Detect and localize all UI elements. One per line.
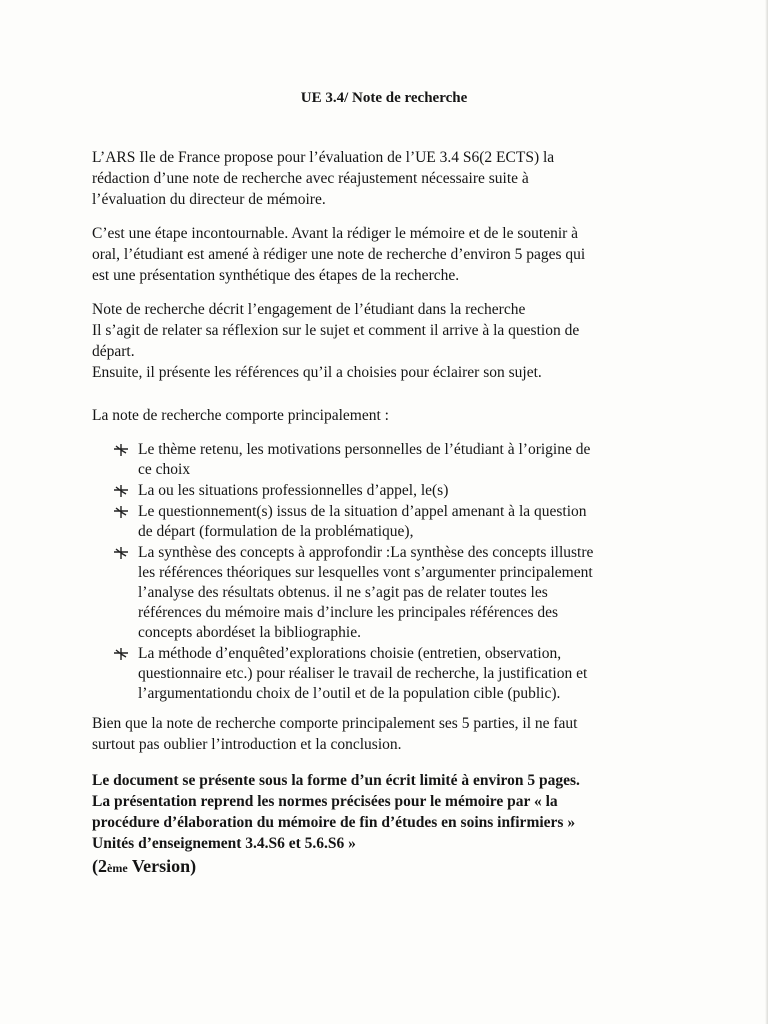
list-item-line: questionnaire etc.) pour réaliser le travail de recherche, la justification et — [138, 665, 588, 682]
arrow-bullet-icon — [112, 505, 130, 519]
description-paragraph — [92, 299, 652, 383]
page-title: UE 3.4/ Note de recherche — [300, 90, 468, 106]
list-item — [112, 543, 672, 643]
list-item-line: La ou les situations professionnelles d’appel, le(s) — [138, 482, 449, 499]
list-item — [112, 644, 672, 704]
list-item-line: La méthode d’enquêted’explorations choisie (entretien, observation, — [138, 645, 562, 662]
list-item-line: concepts abordéset la bibliographie. — [138, 624, 361, 641]
list-item — [112, 481, 672, 501]
intro-paragraph — [92, 147, 652, 210]
description-line: Il s’agit de relater sa réflexion sur le sujet et comment il arrive à la question de — [92, 322, 580, 339]
bold-note-line: La présentation reprend les normes précisées pour le mémoire par « la — [92, 793, 558, 810]
list-item — [112, 440, 672, 480]
intro-line: L’ARS Ile de France propose pour l’évaluation de l’UE 3.4 S6(2 ECTS) la — [92, 149, 555, 166]
arrow-bullet-icon — [112, 546, 130, 560]
version-superscript: ème — [107, 861, 128, 875]
list-intro-text: La note de recherche comporte principalement : — [92, 407, 389, 424]
arrow-bullet-icon — [112, 647, 130, 661]
list-item-line: l’analyse des résultats obtenus. il ne s’agit pas de relater toutes les — [138, 584, 548, 601]
etape-line: est une présentation synthétique des étapes de la recherche. — [92, 267, 460, 284]
list-intro — [92, 405, 652, 426]
bold-note-line: procédure d’élaboration du mémoire de fin d’études en soins infirmiers » — [92, 814, 576, 831]
conclusion-line: surtout pas oublier l’introduction et la conclusion. — [92, 736, 402, 753]
bold-note-line: Unités d’enseignement 3.4.S6 et 5.6.S6 » — [92, 835, 356, 852]
etape-line: oral, l’étudiant est amené à rédiger une note de recherche d’environ 5 pages qui — [92, 246, 586, 263]
arrow-bullet-icon — [112, 484, 130, 498]
intro-line: l’évaluation du directeur de mémoire. — [92, 191, 326, 208]
list-item-line: La synthèse des concepts à approfondir :La synthèse des concepts illustre — [138, 544, 594, 561]
etape-line: C’est une étape incontournable. Avant la rédiger le mémoire et de le soutenir à — [92, 225, 579, 242]
list-item-line: les références théoriques sur lesquelles vont s’argumenter principalement — [138, 564, 593, 581]
list-item-line: Le thème retenu, les motivations personnelles de l’étudiant à l’origine de — [138, 441, 591, 458]
description-line: Ensuite, il présente les références qu’il a choisies pour éclairer son sujet. — [92, 364, 542, 381]
version-label — [92, 856, 692, 879]
conclusion-line: Bien que la note de recherche comporte principalement ses 5 parties, il ne faut — [92, 715, 578, 732]
list-item-line: de départ (formulation de la problématique), — [138, 523, 414, 540]
bold-note — [92, 770, 692, 879]
bullet-list — [112, 440, 672, 705]
list-item-line: ce choix — [138, 461, 191, 478]
list-item-line: Le questionnement(s) issus de la situation d’appel amenant à la question — [138, 503, 587, 520]
version-prefix: (2 — [92, 856, 107, 876]
intro-line: rédaction d’une note de recherche avec réajustement nécessaire suite à — [92, 170, 529, 187]
etape-paragraph — [92, 223, 652, 286]
bold-note-line: Le document se présente sous la forme d’un écrit limité à environ 5 pages. — [92, 772, 580, 789]
list-item — [112, 502, 672, 542]
description-line: départ. — [92, 343, 135, 360]
conclusion-paragraph — [92, 713, 652, 755]
list-item-line: l’argumentationdu choix de l’outil et de la population cible (public). — [138, 685, 561, 702]
description-line: Note de recherche décrit l’engagement de l’étudiant dans la recherche — [92, 301, 526, 318]
version-text: Version) — [127, 856, 197, 876]
arrow-bullet-icon — [112, 443, 130, 457]
list-item-line: références du mémoire mais d’inclure les principales références des — [138, 604, 559, 621]
